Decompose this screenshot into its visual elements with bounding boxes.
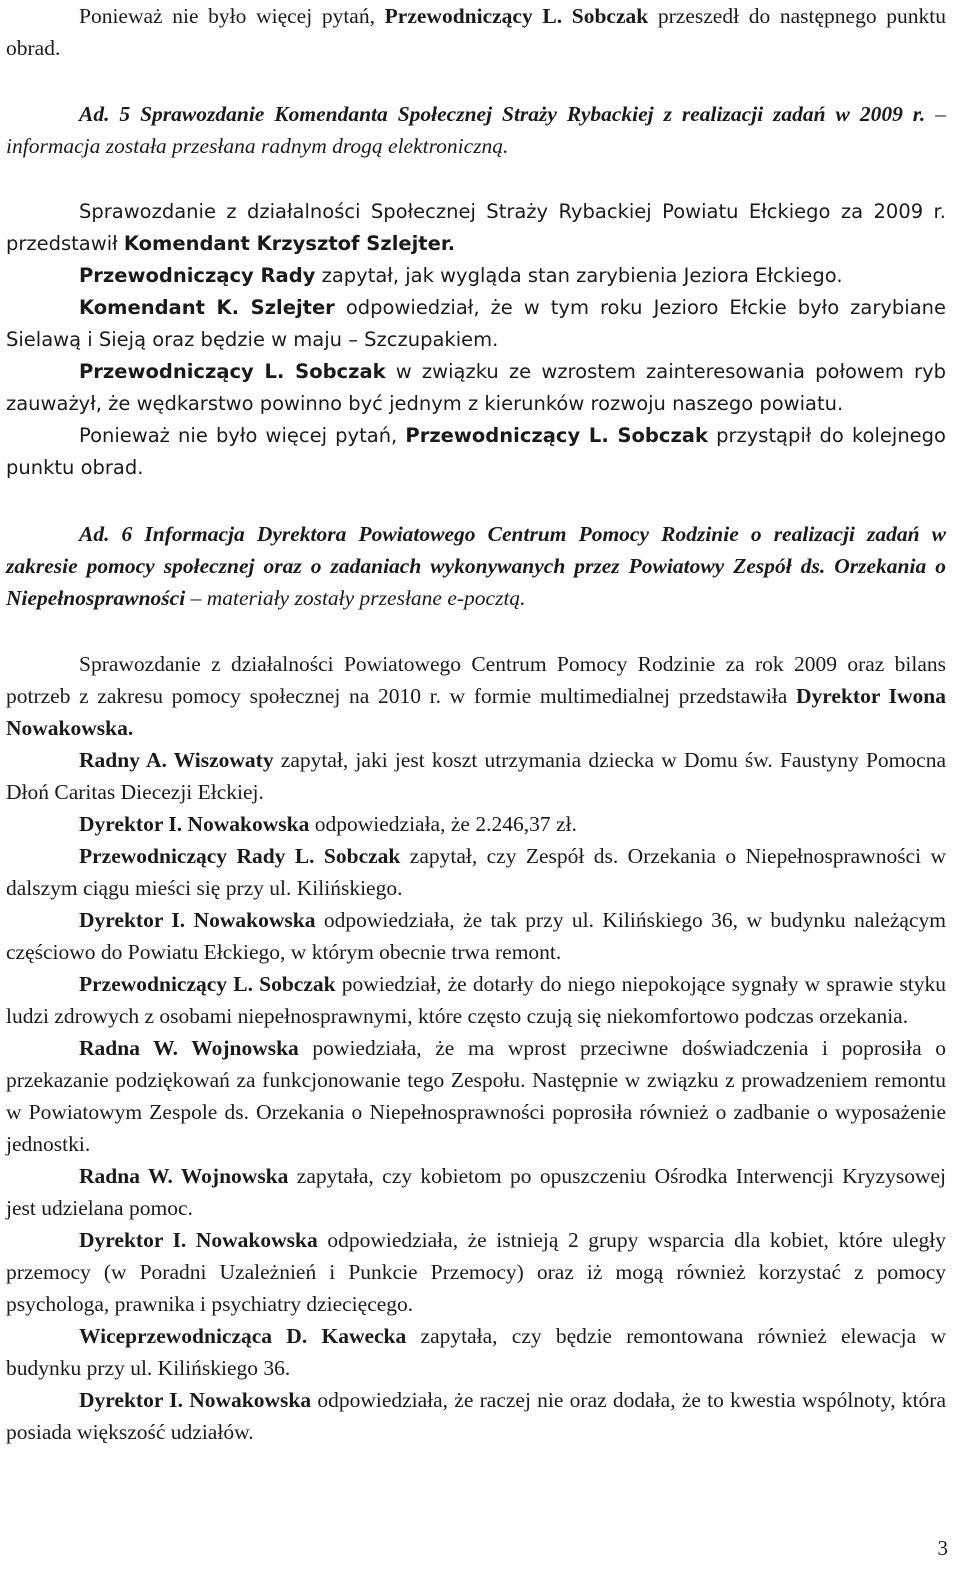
paragraph-text: odpowiedziała, że 2.246,37 zł. <box>309 812 577 836</box>
paragraph <box>6 1160 946 1224</box>
document-page <box>6 0 946 1448</box>
speaker-name: Ad. 6 Informacja Dyrektora Powiatowego Centrum Pomocy Rodzinie o realizacji zadań w zakresie pomocy społecznej oraz o zadaniach wykonywanych przez Powiatowy Zespół ds. Orzekania o Niepełnosprawności <box>6 522 946 610</box>
speaker-name: Przewodniczący L. Sobczak <box>405 424 708 447</box>
speaker-name: Radna W. Wojnowska <box>79 1164 289 1188</box>
speaker-name: Dyrektor I. Nowakowska <box>79 1228 318 1252</box>
paragraph-text: odpowiedziała, że istnieją 2 grupy wsparcia dla kobiet, które uległy przemocy (w Poradni Uzależnień i Punkcie Przemocy) oraz iż mogą również korzystać z pomocy psychologa, prawnika i psychiatry dziecięcego. <box>6 1228 946 1316</box>
paragraph-text: – materiały zostały przesłane e-pocztą. <box>185 586 526 610</box>
paragraph <box>6 356 946 420</box>
paragraph <box>6 196 946 260</box>
paragraph-text: Ponieważ nie było więcej pytań, <box>79 424 406 447</box>
paragraph <box>6 1384 946 1448</box>
speaker-name: Radna W. Wojnowska <box>79 1036 299 1060</box>
speaker-name: Wiceprzewodnicząca D. Kawecka <box>79 1324 407 1348</box>
paragraph <box>6 648 946 744</box>
speaker-name: Przewodniczący Rady <box>79 264 316 287</box>
paragraph <box>6 98 946 162</box>
paragraph-text: Sprawozdanie z działalności Powiatowego Centrum Pomocy Rodzinie za rok 2009 oraz bilans potrzeb z zakresu pomocy społecznej na 2010 r. w formie multimedialnej przedstawiła <box>6 652 946 708</box>
page-number: 3 <box>937 1536 948 1560</box>
paragraph-text: zapytała, czy kobietom po opuszczeniu Ośrodka Interwencji Kryzysowej jest udzielana pomoc. <box>6 1164 946 1220</box>
speaker-name: Dyrektor I. Nowakowska <box>79 812 310 836</box>
paragraph-text: Ponieważ nie było więcej pytań, <box>79 4 385 28</box>
speaker-name: Komendant K. Szlejter <box>79 296 335 319</box>
paragraph <box>6 1224 946 1320</box>
paragraph <box>6 904 946 968</box>
speaker-name: Przewodniczący Rady L. Sobczak <box>79 844 401 868</box>
paragraph <box>6 518 946 614</box>
paragraph <box>6 744 946 808</box>
paragraph-text: przeszedł do następnego punktu obrad. <box>6 4 946 60</box>
paragraph <box>6 420 946 484</box>
paragraph <box>6 840 946 904</box>
paragraph-text: powiedział, że dotarły do niego niepokojące sygnały w sprawie styku ludzi zdrowych z osobami niepełnosprawnymi, które często czują się niekomfortowo podczas orzekania. <box>6 972 946 1028</box>
speaker-name: Dyrektor Iwona Nowakowska. <box>6 684 946 740</box>
paragraph-text: odpowiedziała, że raczej nie oraz dodała, że to kwestia wspólnoty, która posiada większość udziałów. <box>6 1388 946 1444</box>
speaker-name: Przewodniczący L. Sobczak <box>79 972 336 996</box>
speaker-name: Dyrektor I. Nowakowska <box>79 1388 312 1412</box>
paragraph <box>6 1032 946 1160</box>
speaker-name: Przewodniczący L. Sobczak <box>79 360 386 383</box>
paragraph <box>6 1320 946 1384</box>
speaker-name: Ad. 5 Sprawozdanie Komendanta Społecznej Straży Rybackiej z realizacji zadań w 2009 r. <box>79 102 926 126</box>
paragraph-text: w związku ze wzrostem zainteresowania połowem ryb zauważył, że wędkarstwo powinno być jednym z kierunków rozwoju naszego powiatu. <box>6 360 946 415</box>
speaker-name: Przewodniczący L. Sobczak <box>384 4 649 28</box>
paragraph-text: odpowiedziała, że tak przy ul. Kilińskiego 36, w budynku należącym częściowo do Powiatu Ełckiego, w którym obecnie trwa remont. <box>6 908 946 964</box>
speaker-name: Komendant Krzysztof Szlejter. <box>123 232 456 255</box>
paragraph-text: odpowiedział, że w tym roku Jezioro Ełckie było zarybiane Sielawą i Sieją oraz będzie w maju – Szczupakiem. <box>6 296 946 351</box>
paragraph <box>6 968 946 1032</box>
paragraph-text: zapytał, czy Zespół ds. Orzekania o Niepełnosprawności w dalszym ciągu mieści się przy ul. Kilińskiego. <box>6 844 946 900</box>
paragraph-text: zapytała, czy będzie remontowana również elewacja w budynku przy ul. Kilińskiego 36. <box>6 1324 946 1380</box>
paragraph-text: Sprawozdanie z działalności Społecznej Straży Rybackiej Powiatu Ełckiego za 2009 r. przedstawił <box>6 200 946 255</box>
paragraph <box>6 808 946 840</box>
paragraph <box>6 260 946 292</box>
paragraph-text: powiedziała, że ma wprost przeciwne doświadczenia i poprosiła o przekazanie podziękowań za funkcjonowanie tego Zespołu. Następnie w związku z prowadzeniem remontu w Powiatowym Zespole ds. Orzekania o Niepełnosprawności poprosiła również o zadbanie o wyposażenie jednostki. <box>6 1036 946 1156</box>
speaker-name: Dyrektor I. Nowakowska <box>79 908 316 932</box>
paragraph-text: – informacja została przesłana radnym drogą elektroniczną. <box>6 102 946 158</box>
paragraph <box>6 0 946 64</box>
paragraph-text: zapytał, jaki jest koszt utrzymania dziecka w Domu św. Faustyny Pomocna Dłoń Caritas Diecezji Ełckiej. <box>6 748 946 804</box>
speaker-name: Radny A. Wiszowaty <box>79 748 274 772</box>
paragraph-text: przystąpił do kolejnego punktu obrad. <box>6 424 946 479</box>
paragraph-text: zapytał, jak wygląda stan zarybienia Jeziora Ełckiego. <box>315 264 843 287</box>
paragraph <box>6 292 946 356</box>
